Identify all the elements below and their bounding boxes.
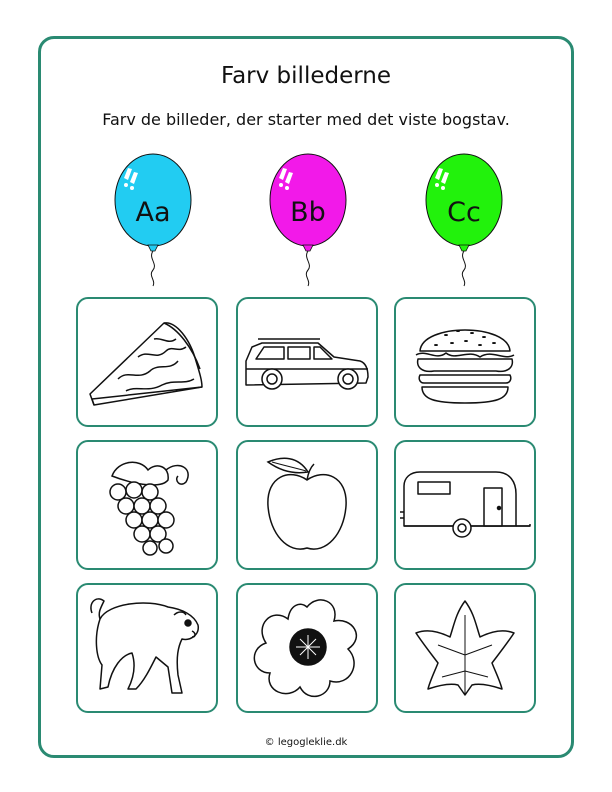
footer-credit (0, 737, 612, 748)
pizza-slice-icon (78, 299, 216, 425)
car-icon (238, 299, 376, 425)
picture-card-apple[interactable] (236, 440, 378, 570)
picture-card-grapes[interactable] (76, 440, 218, 570)
burger-icon (396, 299, 534, 425)
picture-card-leaf[interactable] (394, 583, 536, 713)
page-title: Farv billederne (220, 63, 392, 89)
balloon-c (419, 152, 509, 287)
picture-card-camper[interactable] (394, 440, 536, 570)
balloon-b (263, 152, 353, 287)
picture-card-pizza[interactable] (76, 297, 218, 427)
camper-trailer-icon (396, 442, 534, 568)
picture-card-car[interactable] (236, 297, 378, 427)
leaf-icon (396, 585, 534, 711)
picture-card-flower[interactable] (236, 583, 378, 713)
instruction-text: Farv de billeder, der starter med det viste bogstav. (102, 110, 510, 129)
balloon-letter: Cc (447, 197, 481, 228)
footer-site: legogleklie.dk (277, 737, 348, 748)
copyright-icon: © (264, 737, 275, 748)
picture-card-monkey[interactable] (76, 583, 218, 713)
balloon-letter: Bb (290, 197, 326, 228)
flower-icon (238, 585, 376, 711)
grapes-icon (78, 442, 216, 568)
balloon-a (108, 152, 198, 287)
apple-icon (238, 442, 376, 568)
picture-card-burger[interactable] (394, 297, 536, 427)
monkey-icon (78, 585, 216, 711)
balloon-letter: Aa (135, 197, 171, 228)
